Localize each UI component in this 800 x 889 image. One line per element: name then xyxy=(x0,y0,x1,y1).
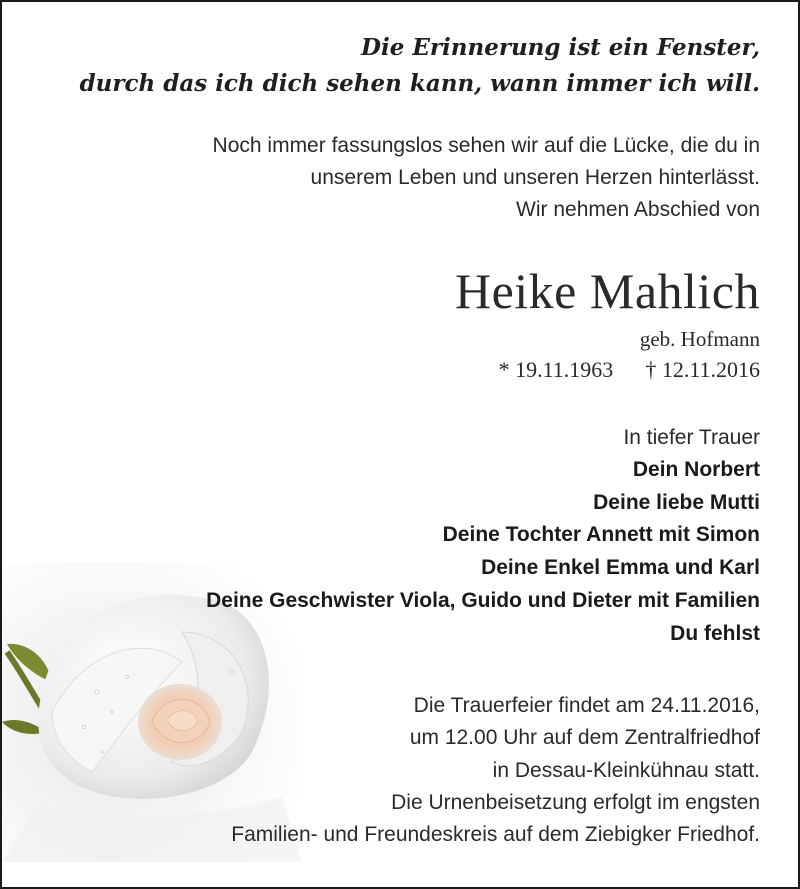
birth-date: * 19.11.1963 xyxy=(498,357,614,382)
mourner-item: Deine Tochter Annett mit Simon xyxy=(442,523,760,547)
motto-quote xyxy=(40,30,760,102)
mourner-item: Deine liebe Mutti xyxy=(593,490,760,514)
life-dates xyxy=(260,354,760,386)
intro-text xyxy=(40,130,760,226)
death-date: † 12.11.2016 xyxy=(645,357,760,382)
service-line: in Dessau-Kleinkühnau statt. xyxy=(492,758,760,782)
service-line: Die Urnenbeisetzung erfolgt im engsten xyxy=(391,790,760,814)
intro-line-1: Noch immer fassungslos sehen wir auf die Lücke, die du in xyxy=(212,134,760,157)
mourners-list xyxy=(40,454,760,650)
intro-line-2: unserem Leben und unseren Herzen hinterlässt. xyxy=(310,166,760,189)
maiden-name: geb. Hofmann xyxy=(639,327,760,351)
mourner-item: Dein Norbert xyxy=(632,458,760,481)
motto-line-2: durch das ich dich sehen kann, wann immer ich will. xyxy=(79,70,760,97)
funeral-service-info xyxy=(40,690,760,851)
service-line: um 12.00 Uhr auf dem Zentralfriedhof xyxy=(409,726,760,750)
service-line: Die Trauerfeier findet am 24.11.2016, xyxy=(413,694,760,717)
service-line: Familien- und Freundeskreis auf dem Ziebigker Friedhof. xyxy=(231,823,760,847)
mourning-heading: In tiefer Trauer xyxy=(623,426,760,449)
mourner-item: Du fehlst xyxy=(670,621,760,645)
mourner-item: Deine Enkel Emma und Karl xyxy=(481,556,760,580)
mourner-item: Deine Geschwister Viola, Guido und Dieter mit Familien xyxy=(206,588,760,612)
motto-line-1: Die Erinnerung ist ein Fenster, xyxy=(361,34,760,61)
intro-line-3: Wir nehmen Abschied von xyxy=(516,198,760,221)
deceased-name: Heike Mahlich xyxy=(454,263,760,319)
